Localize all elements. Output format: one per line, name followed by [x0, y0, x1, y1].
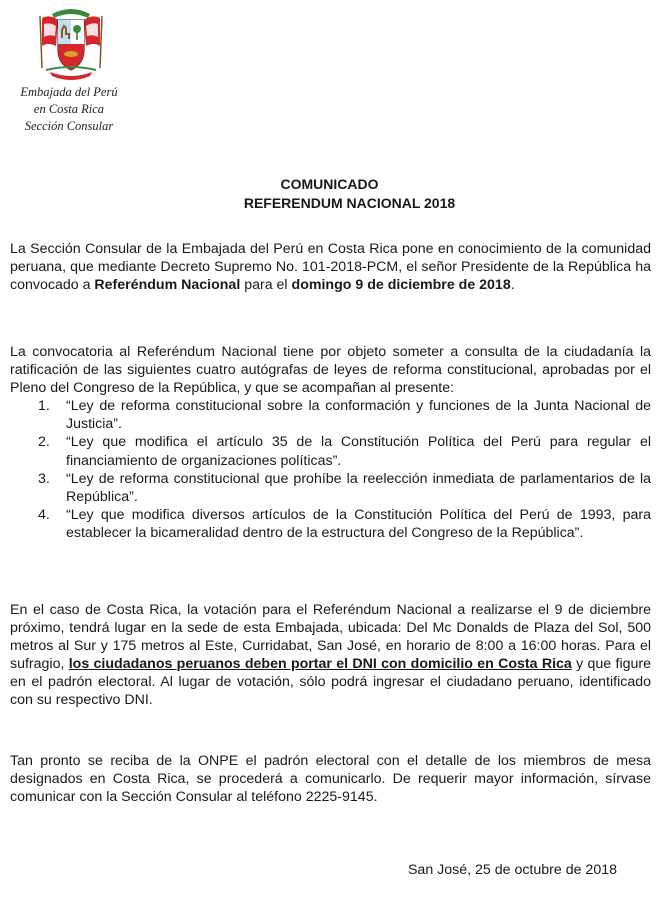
list-item-text: “Ley de reforma constitucional que prohíbe la reelección inmediata de parlamentarios de la República”.	[66, 470, 651, 505]
list-item	[38, 433, 651, 469]
place-and-date: San José, 25 de octubre de 2018	[407, 862, 617, 878]
letterhead-section: Sección Consular	[24, 119, 114, 133]
letterhead-embassy: Embajada del Perú	[20, 85, 118, 99]
list-item-number: 3.	[38, 470, 50, 487]
p1-bold-referendum: Referéndum Nacional	[94, 277, 241, 294]
p2-intro: La convocatoria al Referéndum Nacional tiene por objeto someter a consulta de la ciudadanía la ratificación de las siguientes cuatro autógrafas de leyes de reforma constitucional, aprobadas por el Pleno del Congreso de la República, y que se acompañan al presente:	[10, 344, 651, 397]
title-line-1: COMUNICADO	[280, 176, 379, 192]
p3-text-a: En el caso de Costa Rica, la votación para el Referéndum Nacional a realizarse el 9 de diciembre próximo, tendrá lugar en la sede de esta Embajada, ubicada: Del Mc Donalds de Plaza del Sol, 500 metros al Sur y 175 metros al Este, Curridabat, San José, en horario de 8:00 a 16:00 horas. Para el sufragio,	[10, 602, 651, 673]
peru-coat-of-arms-icon	[36, 6, 106, 84]
paragraph-voting-location	[10, 601, 651, 710]
paragraph-announcement	[10, 240, 651, 294]
list-item-text: “Ley de reforma constitucional sobre la conformación y funciones de la Junta Nacional de Justicia”.	[66, 398, 651, 433]
list-item	[38, 506, 651, 542]
list-item-number: 2.	[38, 434, 50, 451]
letterhead-country: en Costa Rica	[33, 102, 105, 116]
list-item	[38, 397, 651, 433]
title-line-2: REFERENDUM NACIONAL 2018	[243, 195, 456, 211]
p1-text-c: .	[510, 277, 515, 294]
document-title	[0, 175, 659, 213]
list-item-number: 4.	[38, 506, 50, 523]
list-item-number: 1.	[38, 398, 50, 415]
reform-laws-list	[10, 397, 651, 542]
letterhead	[10, 84, 128, 135]
list-item-text: “Ley que modifica diversos artículos de la Constitución Política del Perú de 1993, para establecer la bicameralidad dentro de la estructura del Congreso de la República”.	[66, 506, 651, 541]
p3-underlined-requirement: los ciudadanos peruanos deben portar el DNI con domicilio en Costa Rica	[68, 656, 572, 673]
p1-text-a: La Sección Consular de la Embajada del Perú en Costa Rica pone en conocimiento de la comunidad peruana, que mediante Decreto Supremo No. 101-2018-PCM, el señor Presidente de la República ha convocado a	[10, 241, 651, 294]
list-item-text: “Ley que modifica el artículo 35 de la Constitución Política del Perú para regular el financiamiento de organizaciones políticas”.	[66, 434, 651, 469]
paragraph-convocation	[10, 343, 651, 542]
list-item	[38, 470, 651, 506]
p3-text-b: y que figure en el padrón electoral. Al lugar de votación, sólo podrá ingresar el ciudadano peruano, identificado con su respectivo DNI.	[10, 656, 651, 709]
p1-bold-date: domingo 9 de diciembre de 2018	[291, 277, 511, 294]
p1-text-b: para el	[240, 277, 292, 294]
paragraph-contact: Tan pronto se reciba de la ONPE el padrón electoral con el detalle de los miembros de mesa designados en Costa Rica, se procederá a comunicarlo. De requerir mayor información, sírvase comunicar con la Sección Consular al teléfono 2225-9145.	[10, 753, 651, 806]
